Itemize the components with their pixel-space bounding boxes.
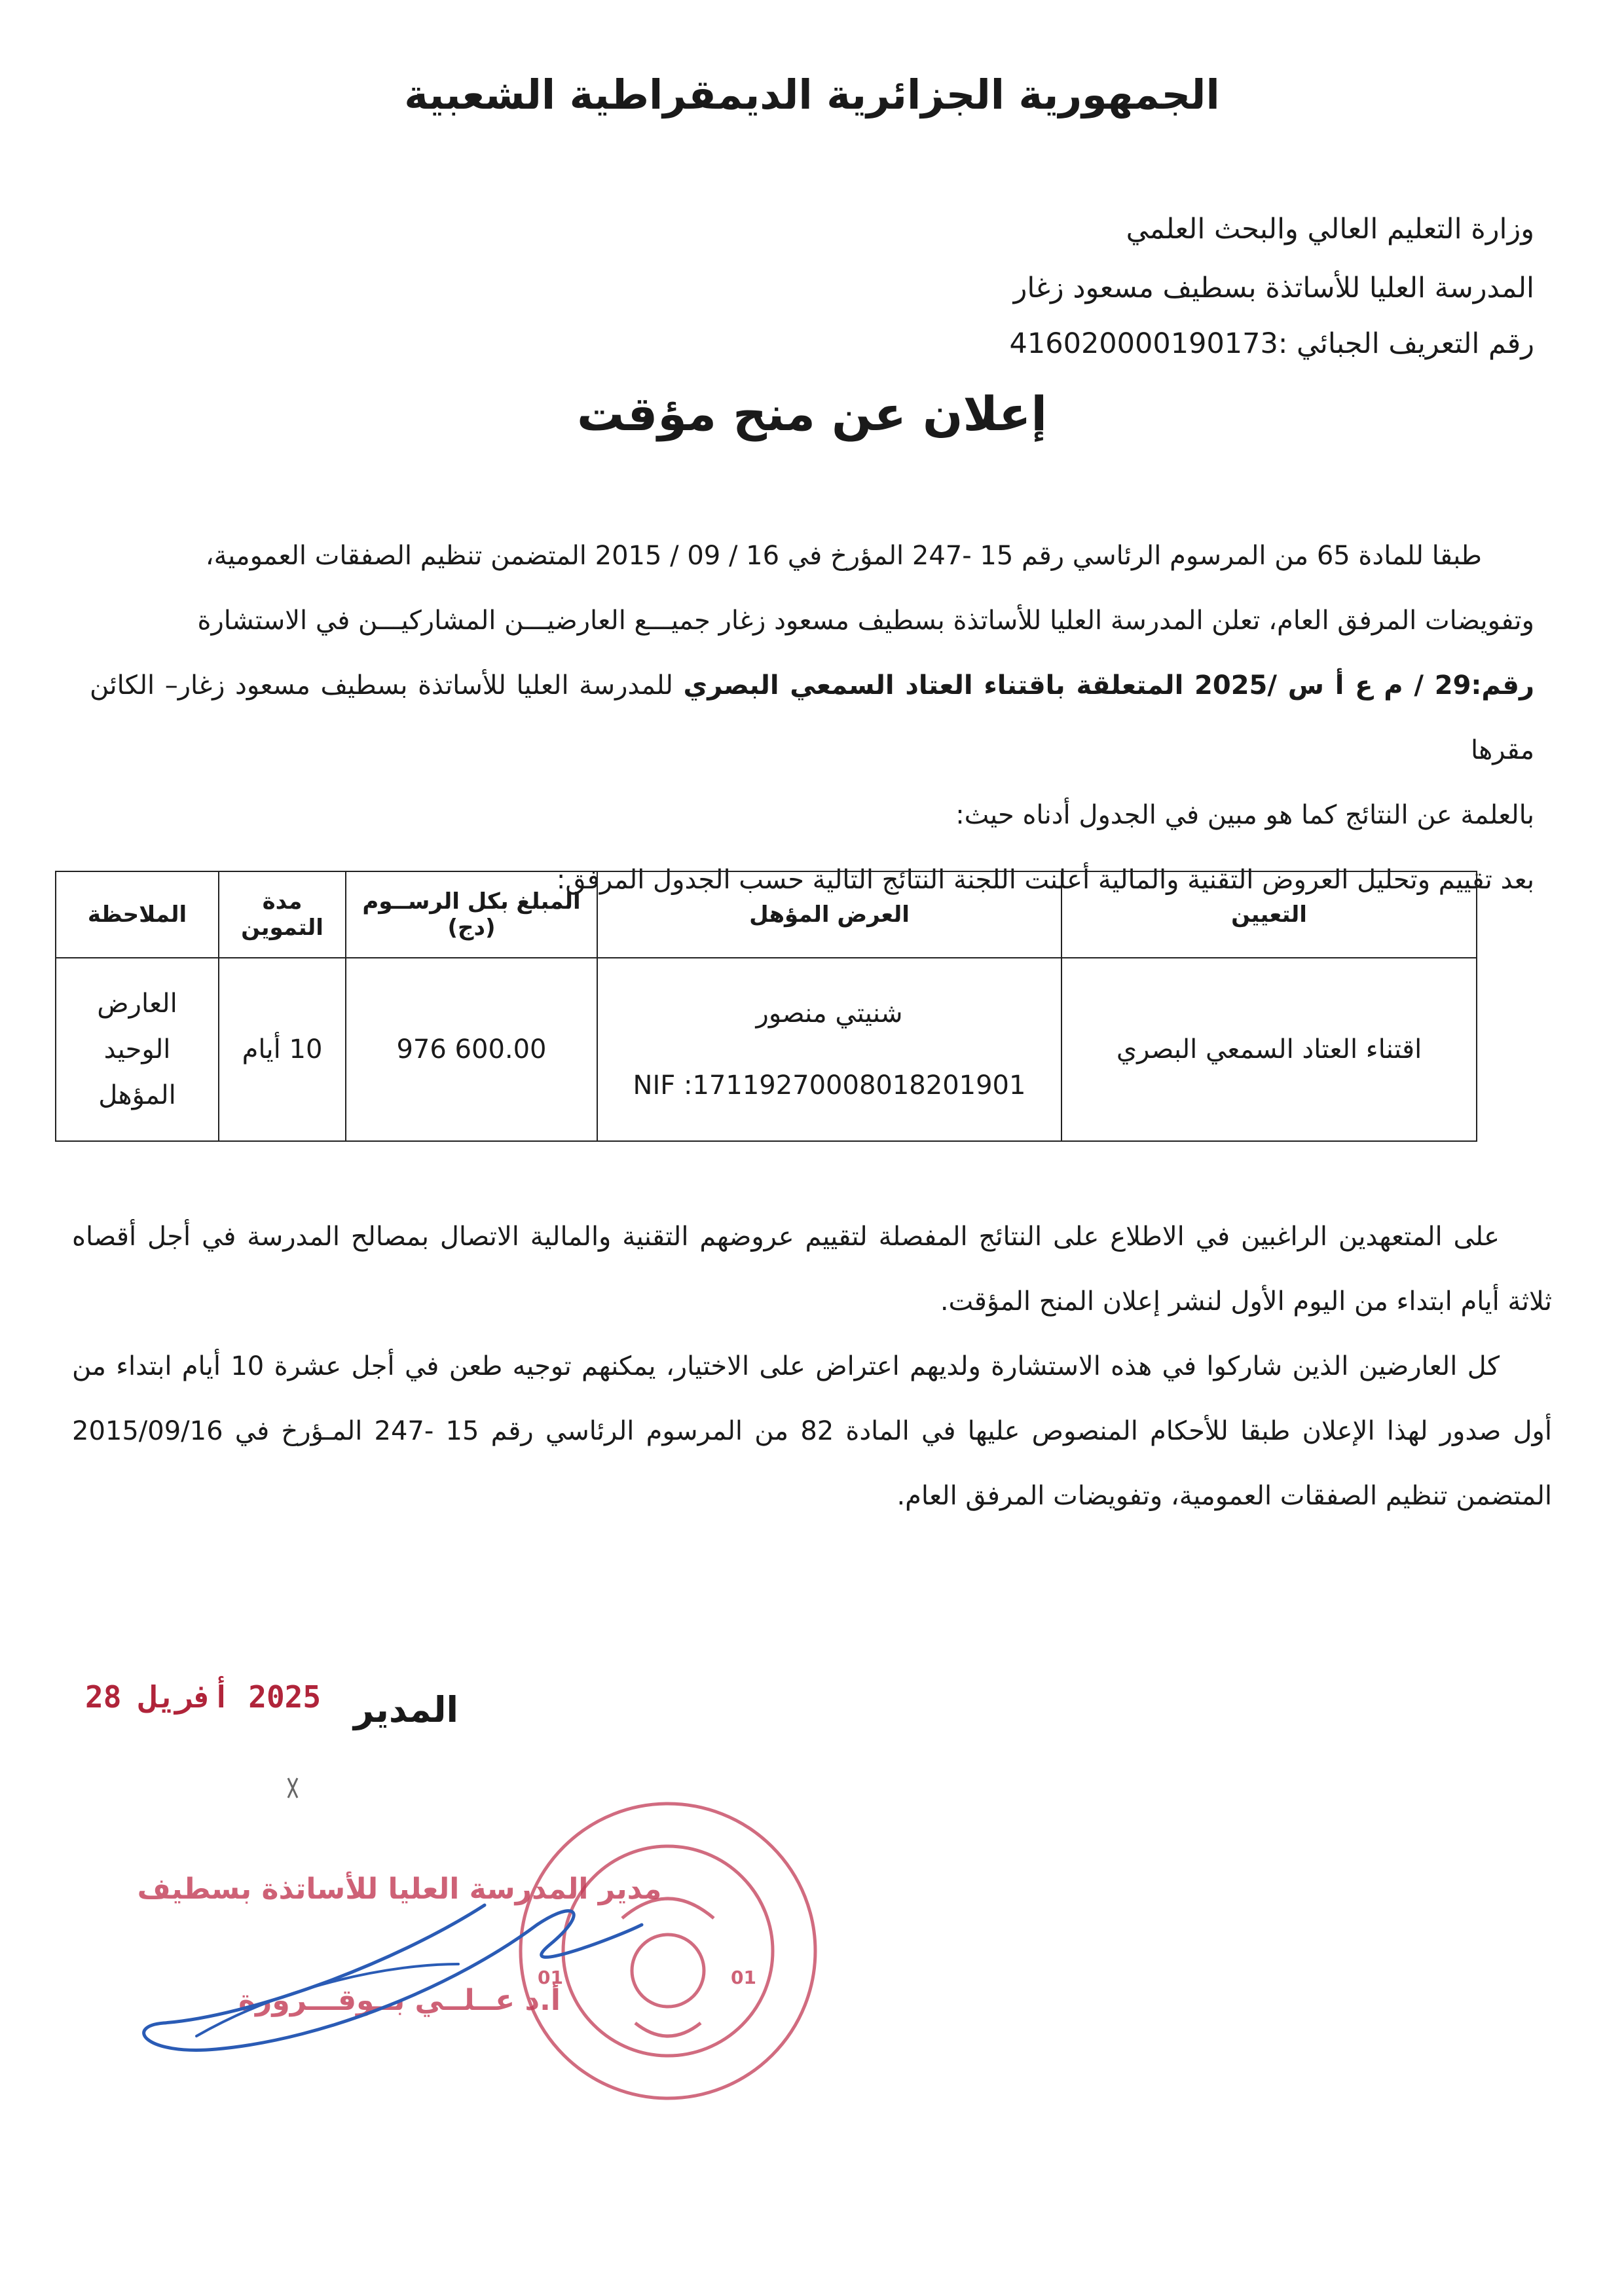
cell-amount: 976 600.00 bbox=[346, 958, 597, 1141]
consult-results-text: على المتعهدين الراغبين في الاطلاع على النتائج المفصلة لتقييم عروضهم التقنية والمالية الاتصال بمصالح المدرسة في أجل أقصاه ثلاثة أيام ابتداء من اليوم الأول لنشر إعلان المنح المؤقت. bbox=[72, 1222, 1552, 1317]
header-amount: المبلغ بكل الرســوم (دج) bbox=[346, 871, 597, 958]
table-row bbox=[56, 958, 1477, 1141]
cell-duration: 10 أيام bbox=[219, 958, 346, 1141]
republic-title: الجمهورية الجزائرية الديمقراطية الشعبية bbox=[404, 71, 1220, 118]
intro-line-3-subject: باقتناء العتاد السمعي البصري bbox=[683, 670, 1065, 701]
intro-line-3-ref: رقم:29 / م ع أ س /2025 المتعلقة bbox=[1065, 670, 1534, 701]
date-stamp: 2025 أفريل 28 bbox=[85, 1679, 322, 1715]
announcement-title: إعلان عن منح مؤقت bbox=[576, 386, 1048, 441]
offer-name: شنيتي منصور bbox=[756, 998, 903, 1029]
cell-remark: العارض الوحيد المؤهل bbox=[56, 958, 219, 1141]
table-header-row bbox=[56, 871, 1477, 958]
ministry-line: وزارة التعليم العالي والبحث العلمي bbox=[1126, 213, 1534, 246]
school-line: المدرسة العليا للأساتذة بسطيف مسعود زغار bbox=[1013, 272, 1534, 304]
tax-id-line: رقم التعريف الجبائي :416020000190173 bbox=[1009, 327, 1534, 360]
header-designation: التعيين bbox=[1061, 871, 1477, 958]
intro-paragraph bbox=[90, 524, 1534, 913]
header-remark: الملاحظة bbox=[56, 871, 219, 958]
intro-line-2: وتفويضات المرفق العام، تعلن المدرسة العليا للأساتذة بسطيف مسعود زغار جميـــع العارضيـــن المشاركيـــن في الاستشارة bbox=[197, 606, 1534, 636]
svg-text:01: 01 bbox=[538, 1967, 563, 1988]
header-duration: مدة التموين bbox=[219, 871, 346, 958]
results-table bbox=[55, 871, 1477, 1142]
svg-text:مدير المدرسة العليا للأساتذة ب: مدير المدرسة العليا للأساتذة بسطيف bbox=[137, 1872, 662, 1906]
intro-line-5: بعد تقييم وتحليل العروض التقنية والمالية أعلنت اللجنة النتائج التالية حسب الجدول المرفق: bbox=[556, 865, 1534, 895]
header-qualified-offer: العرض المؤهل bbox=[597, 871, 1061, 958]
cell-designation: اقتناء العتاد السمعي البصري bbox=[1061, 958, 1477, 1141]
director-title: المدير bbox=[354, 1689, 459, 1730]
cell-qualified-offer bbox=[597, 958, 1061, 1141]
intro-line-4: بالعلمة عن النتائج كما هو مبين في الجدول أدناه حيث: bbox=[955, 800, 1534, 830]
intro-line-3-rest: للمدرسة العليا للأساتذة بسطيف مسعود زغار– الكائن مقرها bbox=[90, 670, 1534, 765]
offer-nif: NIF :171192700080182019​01 bbox=[633, 1070, 1026, 1101]
svg-text:أ.د عــلــي بــوقـــرورة: أ.د عــلــي بــوقـــرورة bbox=[238, 1984, 561, 2017]
intro-line-1: طبقا للمادة 65 من المرسوم الرئاسي رقم 15 -247 المؤرخ في 16 / 09 / 2015 المتضمن تنظيم الصفقات العمومية، bbox=[205, 541, 1482, 571]
svg-text:01: 01 bbox=[731, 1967, 756, 1988]
appeal-text: كل العارضين الذين شاركوا في هذه الاستشارة ولديهم اعتراض على الاختيار، يمكنهم توجيه طعن في أجل عشرة 10 أيام ابتداء من أول صدور لهذا الإعلان طبقا للأحكام المنصوص عليها في المادة 82 من المرسوم الرئاسي رقم 15 -247 المـؤرخ في 2015/09/16 المتضمن تنظيم الصفقات العمومية، وتفويضات المرفق العام. bbox=[72, 1351, 1552, 1511]
intro-line-3 bbox=[90, 653, 1534, 783]
signature-image bbox=[118, 1886, 655, 2069]
results-paragraph bbox=[72, 1205, 1552, 1529]
